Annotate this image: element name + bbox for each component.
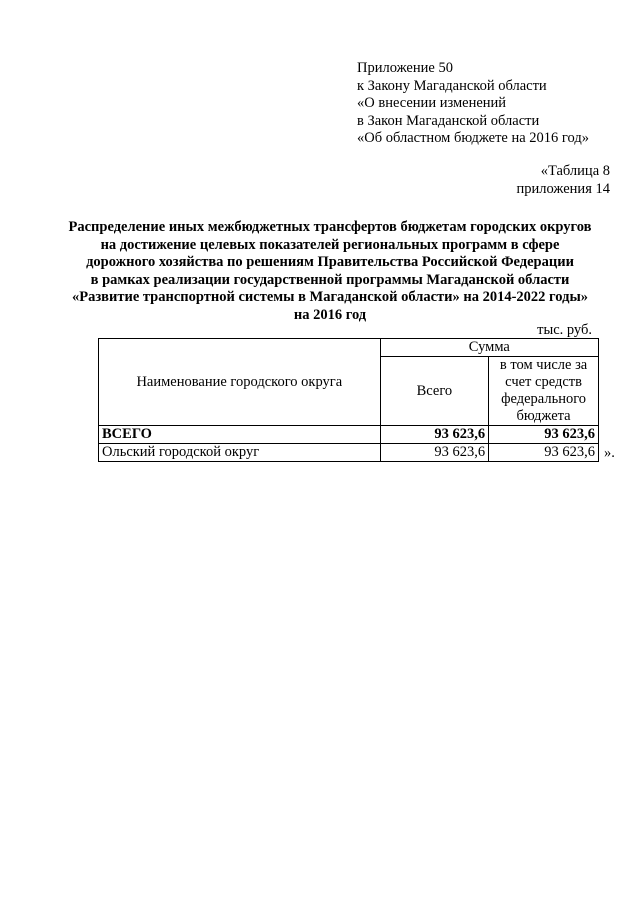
appendix-line: «О внесении изменений	[357, 95, 507, 111]
appendix-header	[357, 60, 589, 148]
row-federal: 93 623,6	[489, 426, 599, 444]
table-row-total	[99, 426, 599, 444]
row-federal: 93 623,6	[489, 444, 599, 462]
title-line: на 2016 год	[293, 306, 367, 323]
table-reference	[517, 163, 610, 198]
title-line: дорожного хозяйства по решениям Правительства Российской Федерации	[86, 254, 574, 270]
table-ref-line: приложения 14	[516, 180, 610, 197]
appendix-line: «Об областном бюджете на 2016 год»	[357, 130, 589, 146]
title-line: «Развитие транспортной системы в Магаданской области» на 2014-2022 годы»	[71, 289, 589, 305]
header-name: Наименование городского округа	[99, 339, 381, 426]
row-name: Ольский городской округ	[99, 444, 381, 462]
row-total: 93 623,6	[380, 444, 489, 462]
row-total: 93 623,6	[380, 426, 489, 444]
document-title	[40, 219, 620, 324]
transfer-table	[98, 338, 599, 462]
title-line: Распределение иных межбюджетных трансфертов бюджетам городских округов	[68, 219, 592, 235]
unit-label: тыс. руб.	[537, 322, 592, 338]
closing-quote: ».	[604, 445, 615, 461]
table-row	[99, 444, 599, 462]
appendix-line: Приложение 50	[357, 60, 453, 76]
appendix-line: в Закон Магаданской области	[357, 112, 540, 129]
title-line: на достижение целевых показателей региональных программ в сфере	[100, 236, 560, 253]
row-name: ВСЕГО	[99, 426, 381, 444]
table-ref-line: «Таблица 8	[540, 163, 610, 179]
header-total: Всего	[380, 357, 489, 426]
title-line: в рамках реализации государственной программы Магаданской области	[90, 271, 570, 288]
header-federal: в том числе за счет средств федерального бюджета	[489, 357, 599, 426]
header-row	[99, 339, 599, 357]
appendix-line: к Закону Магаданской области	[357, 77, 547, 94]
header-sum: Сумма	[380, 339, 598, 357]
